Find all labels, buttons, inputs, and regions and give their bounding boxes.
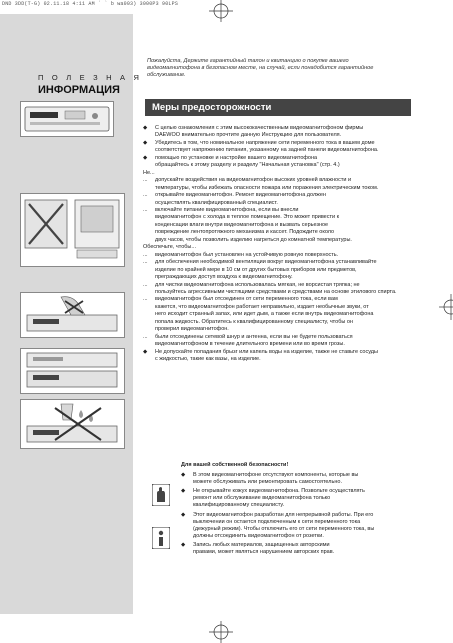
registration-mark-top-icon xyxy=(208,0,234,22)
ellipsis-marker: ... xyxy=(143,177,148,184)
intro-note xyxy=(147,58,437,79)
body-line: Не... xyxy=(143,169,155,176)
bullet-icon: ◆ xyxy=(143,139,148,146)
safety-box xyxy=(181,462,421,556)
ellipsis-marker: ... xyxy=(143,192,148,199)
body-line: ... для чистки видеомагнитофона использовалась мягкая, не ворсистая тряпка; не xyxy=(143,281,360,288)
bullet-icon: ◆ xyxy=(143,125,148,131)
safety-title: Для вашей собственной безопасности! xyxy=(181,462,289,468)
safety-line: выключении он остается подключенным к сети переменного тока xyxy=(193,518,361,525)
body-line: ◆ Убедитесь в том, что номинальное напряжение сети переменного тока в вашем доме xyxy=(143,139,375,146)
ellipsis-marker: ... xyxy=(143,206,148,213)
body-line: ... допускайте воздействия на видеомагнитофон высоких уровней влажности и xyxy=(143,177,352,184)
body-line: проверил видеомагнитофон. xyxy=(155,326,229,333)
body-line: повреждение лентопротяжного механизма и кассет. Подождите около xyxy=(155,229,335,236)
ellipsis-marker: ... xyxy=(143,296,148,303)
body-line: преграждающих доступ воздуха к видеомагнитофону. xyxy=(155,274,293,281)
body-line: видеомагнитофоном в течение длительного времени или во время грозы. xyxy=(155,341,345,348)
body-line: DAEWOO внимательно прочтите данную Инструкцию для пользователя. xyxy=(155,132,342,139)
safety-line: можете обслуживать или ремонтировать самостоятельно. xyxy=(193,479,342,486)
precautions-body xyxy=(143,125,439,364)
safety-line: ◆ В этом видеомагнитофоне отсутствуют компоненты, которые вы xyxy=(181,472,359,479)
safety-line: ремонт или обслуживание видеомагнитофона только xyxy=(193,495,331,502)
warning-info-icon xyxy=(152,527,170,549)
section-banner: Меры предосторожности xyxy=(145,99,411,116)
safety-line: (дежурный режим). Чтобы отключить его от сети переменного тока, вы xyxy=(193,525,375,532)
safety-line: должны отсоединить видеомагнитофон от розетки. xyxy=(193,532,324,539)
body-line: ◆ Не допускайте попадания брызг или капель воды на изделие, также не ставьте сосуды xyxy=(143,348,378,355)
body-line: Обеспечьте, чтобы... xyxy=(143,244,196,251)
vcr-water-illustration xyxy=(20,399,125,449)
body-line: ... были отсоединены сетевой шнур и антенна, если вы не будете пользоваться xyxy=(143,333,353,340)
ellipsis-marker: ... xyxy=(143,333,148,340)
intro-line: обслуживание. xyxy=(147,72,186,78)
registration-mark-bottom-icon xyxy=(208,621,234,643)
safety-line: правами, может являться нарушением авторских прав. xyxy=(193,549,335,556)
section-title: ИНФОРМАЦИЯ xyxy=(38,84,120,96)
print-header: DND 3DD(T-G) 02.11.18 4:11 AM ` ` b wa003) 3000P3 90LPS xyxy=(2,1,179,7)
body-line: изделие по крайней мере в 10 см от других бытовых приборов или предметов, xyxy=(155,266,357,273)
body-line: ◆ С целью ознакомления с этим высококачественным видеомагнитофоном фирмы xyxy=(143,125,364,131)
safety-line: ◆ Запись любых материалов, защищенных авторскими xyxy=(181,541,330,548)
ellipsis-marker: ... xyxy=(143,251,148,258)
vcr-illustration xyxy=(20,101,114,137)
ellipsis-marker: ... xyxy=(143,281,148,288)
safety-line: квалифицированному специалисту. xyxy=(193,502,285,509)
bullet-icon: ◆ xyxy=(181,511,186,518)
intro-line: Пожалуйста, Держите гарантийный талон и квитанцию о покупке вашего xyxy=(147,58,349,64)
stacked-devices-illustration xyxy=(20,348,125,394)
body-line: осуществлять квалифицированный специалист. xyxy=(155,199,278,206)
body-line: обращайтесь к этому разделу и разделу "Начальная установка" (стр. 4.) xyxy=(155,162,340,169)
bullet-icon: ◆ xyxy=(181,541,186,548)
warning-hand-icon xyxy=(152,484,170,506)
body-line: ... открывайте видеомагнитофон. Ремонт видеомагнитофона должен xyxy=(143,192,326,199)
body-line: двух часов, чтобы позволить изделию нагреться до комнатной температуры. xyxy=(155,236,352,243)
bullet-icon: ◆ xyxy=(143,154,148,161)
body-line: конденсации влаги внутри видеомагнитофона и вызвать серьезное xyxy=(155,221,329,228)
body-line: ... видеомагнитофон был отсоединен от сети переменного тока, если вам xyxy=(143,296,338,303)
intro-line: видеомагнитофона в безопасном месте, на случай, если понадобится гарантийное xyxy=(147,65,374,71)
section-sup-title: П О Л Е З Н А Я xyxy=(38,73,143,82)
body-line: попала жидкость. Обратитесь к квалифицированному специалисту, чтобы он xyxy=(155,318,353,325)
bullet-icon: ◆ xyxy=(181,488,186,495)
body-line: него исходит странный запах, или идет дым, а также если внутрь видеомагнитофона xyxy=(155,311,374,318)
bullet-icon: ◆ xyxy=(143,348,148,355)
body-line: с жидкостью, такие как вазы, на изделие. xyxy=(155,356,261,363)
body-line: ... видеомагнитофон был установлен на устойчивую ровную поверхность. xyxy=(143,251,339,258)
vcr-hand-illustration xyxy=(20,292,125,338)
body-line: ... для обеспечения необходимой вентиляции вокруг видеомагнитофона устанавливайте xyxy=(143,259,377,266)
body-line: температуры, чтобы избежать опасности пожара или поражения электрическим током. xyxy=(155,184,379,191)
body-line: кажется, что видеомагнитофон работает неправильно, издает необычные звуки, от xyxy=(155,303,369,310)
body-line: ◆ помощью по установке и настройке вашего видеомагнитофона xyxy=(143,154,318,161)
body-line: соответствует напряжению питания, указанному на задней панели видеомагнитофона. xyxy=(155,147,379,154)
body-line: ... включайте питание видеомагнитофона, если вы внесли xyxy=(143,206,299,213)
body-line: пользуйтесь агрессивными чистящими средствами и средствами на основе этилового спирта. xyxy=(155,288,397,295)
registration-mark-right-icon xyxy=(439,294,453,320)
body-line: видеомагнитофон с холода в теплое помещение. Это может привести к xyxy=(155,214,340,221)
bullet-icon: ◆ xyxy=(181,472,186,479)
safety-line: ◆ Не открывайте кожух видеомагнитофона. Позвольте осуществлять xyxy=(181,488,365,495)
tv-vcr-crossed-illustration xyxy=(20,193,125,267)
ellipsis-marker: ... xyxy=(143,259,148,266)
safety-line: ◆ Этот видеомагнитофон разработан для непрерывной работы. При его xyxy=(181,511,374,518)
